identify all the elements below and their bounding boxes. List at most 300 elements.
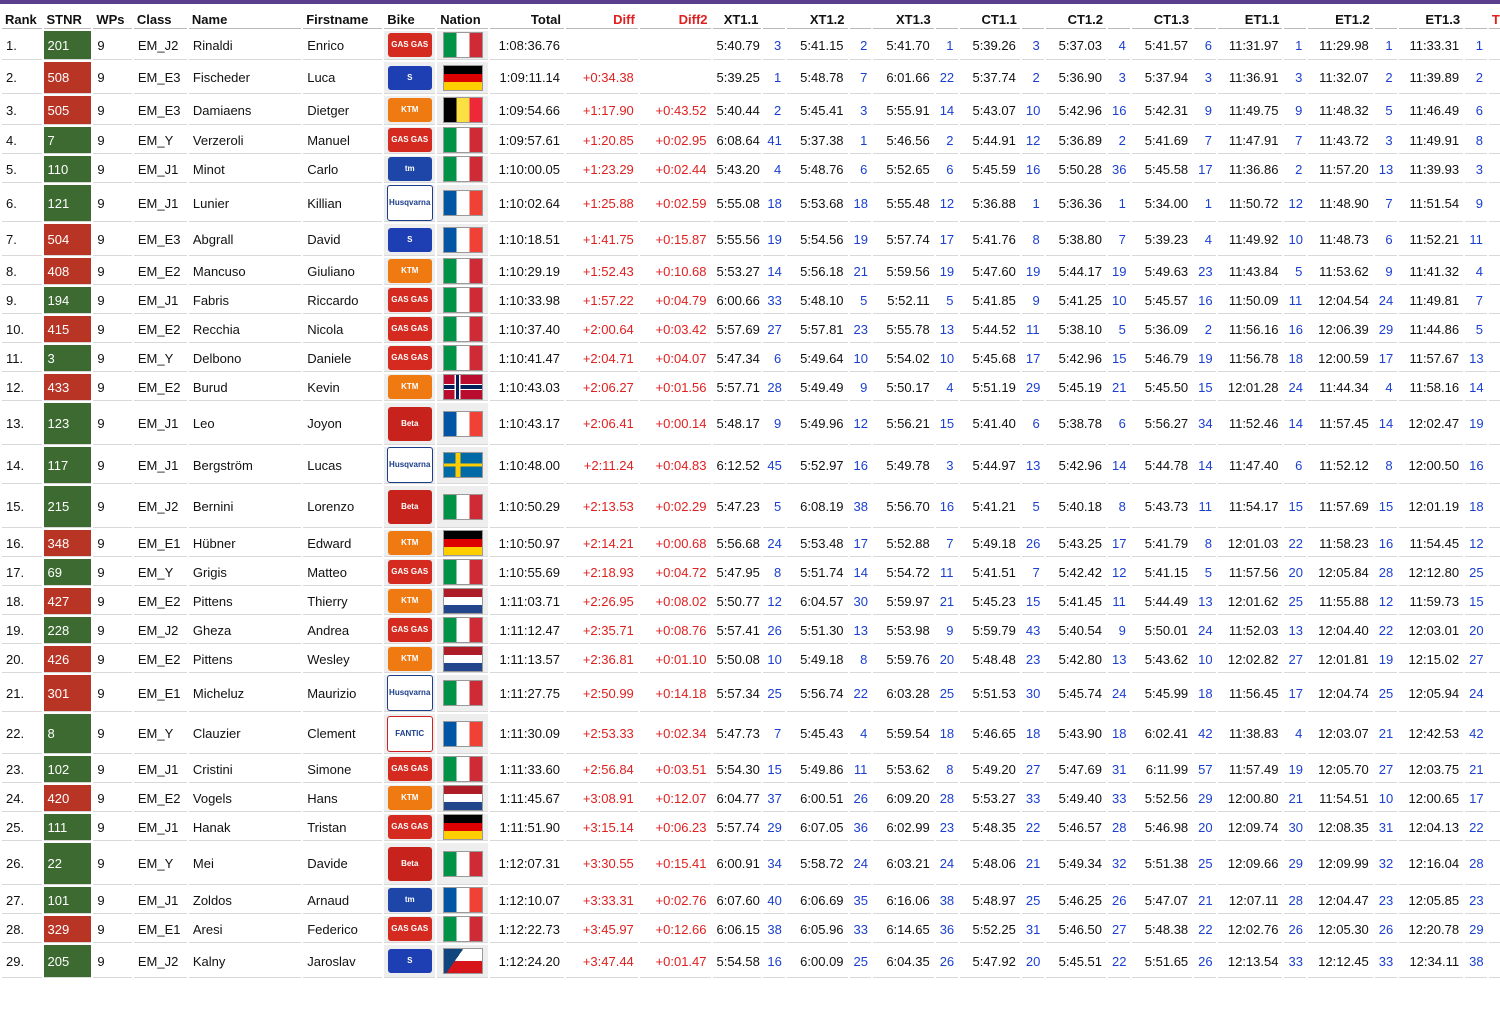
name-cell[interactable]: Bergström [189,447,301,484]
column-header-pos-22[interactable] [1194,10,1216,29]
start-number-cell[interactable]: 504 [44,224,92,256]
diff-cell: +2:56.84 [566,756,638,783]
column-header-xt1-1[interactable]: XT1.1 [713,10,762,29]
stage-time-cell: 6:05.96 [787,916,847,943]
stage-position-cell: 10 [850,345,872,372]
column-header-et1-2[interactable]: ET1.2 [1308,10,1372,29]
wps-cell: 9 [93,31,131,60]
class-cell: EM_J1 [134,756,187,783]
rank-cell: 13. [2,403,42,445]
start-number-cell[interactable]: 427 [44,588,92,615]
name-cell[interactable]: Verzeroli [189,127,301,154]
stage-position-cell: 1 [1108,185,1130,222]
stage-position-cell: 18 [1108,714,1130,754]
trailing-cell [1489,96,1500,125]
stage-position-cell: 23 [936,814,958,841]
column-header-name[interactable]: Name [189,10,301,29]
nation-cell [437,559,488,586]
netherlands-flag-icon [443,588,483,614]
start-number-cell[interactable]: 215 [44,486,92,528]
column-header-diff2[interactable]: Diff2 [640,10,711,29]
firstname-cell: Simone [303,756,382,783]
stage-time-cell: 5:41.40 [960,403,1020,445]
stage-time-cell: 6:02.41 [1132,714,1192,754]
stage-position-cell: 16 [1465,447,1487,484]
stage-time-cell: 5:47.73 [713,714,762,754]
column-header-rank[interactable]: Rank [2,10,42,29]
stage-position-cell: 29 [1465,916,1487,943]
name-cell[interactable]: Minot [189,156,301,183]
nation-cell [437,916,488,943]
start-number-cell[interactable]: 201 [44,31,92,60]
column-header-pos-14[interactable] [850,10,872,29]
name-cell[interactable]: Pittens [189,646,301,673]
table-row[interactable] [2,127,1500,154]
stage-position-cell: 21 [1284,785,1306,812]
column-header-ct1-1[interactable]: CT1.1 [960,10,1020,29]
stage-time-cell: 5:53.98 [873,617,933,644]
stage-time-cell: 11:54.17 [1218,486,1282,528]
beta-logo-icon: Beta [388,407,432,441]
wps-cell: 9 [93,403,131,445]
bike-cell [384,316,435,343]
column-header-pos-28[interactable] [1465,10,1487,29]
trailing-cell [1489,374,1500,401]
italy-flag-icon [443,32,483,58]
stage-time-cell: 5:51.53 [960,675,1020,712]
stage-position-cell: 30 [850,588,872,615]
netherlands-flag-icon [443,785,483,811]
table-row[interactable] [2,156,1500,183]
start-number-cell[interactable]: 433 [44,374,92,401]
table-row[interactable] [2,916,1500,943]
column-header-firstname[interactable]: Firstname [303,10,382,29]
name-cell[interactable]: Vogels [189,785,301,812]
wps-cell: 9 [93,374,131,401]
class-cell: EM_E1 [134,530,187,557]
name-cell[interactable]: Delbono [189,345,301,372]
stage-position-cell: 22 [850,675,872,712]
stage-position-cell: 18 [1465,486,1487,528]
stage-time-cell: 5:41.25 [1046,287,1106,314]
stage-time-cell: 5:54.02 [873,345,933,372]
start-number-cell[interactable]: 102 [44,756,92,783]
name-cell[interactable]: Pittens [189,588,301,615]
nation-cell [437,887,488,914]
start-number-cell[interactable]: 7 [44,127,92,154]
name-cell[interactable]: Burud [189,374,301,401]
stage-time-cell: 12:07.11 [1218,887,1282,914]
bike-cell [384,945,435,978]
stage-position-cell: 28 [1465,843,1487,885]
italy-flag-icon [443,258,483,284]
name-cell[interactable]: Fabris [189,287,301,314]
column-header-pos-26[interactable] [1375,10,1397,29]
diff2-cell: +0:15.87 [640,224,711,256]
column-header-et1-3[interactable]: ET1.3 [1399,10,1463,29]
stage-position-cell: 12 [1284,185,1306,222]
stage-position-cell: 14 [1465,374,1487,401]
sweden-flag-icon [443,452,483,478]
name-cell[interactable]: Rinaldi [189,31,301,60]
name-cell[interactable]: Abgrall [189,224,301,256]
table-row[interactable] [2,486,1500,528]
column-header-bike[interactable]: Bike [384,10,435,29]
stage-position-cell: 12 [763,588,785,615]
stage-time-cell: 6:03.28 [873,675,933,712]
stage-time-cell: 5:48.38 [1132,916,1192,943]
diff2-cell: +0:01.10 [640,646,711,673]
start-number-cell[interactable]: 121 [44,185,92,222]
table-row[interactable] [2,403,1500,445]
stage-time-cell: 11:51.54 [1399,185,1463,222]
class-cell: EM_E1 [134,916,187,943]
husqvarna-logo-icon: Husqvarna [387,447,433,483]
table-row[interactable] [2,714,1500,754]
netherlands-flag-icon [443,646,483,672]
column-header-xt1-2[interactable]: XT1.2 [787,10,847,29]
stage-position-cell: 26 [1194,945,1216,978]
wps-cell: 9 [93,756,131,783]
name-cell[interactable]: Grigis [189,559,301,586]
stage-position-cell: 15 [936,403,958,445]
table-row[interactable] [2,646,1500,673]
stage-position-cell: 26 [1375,916,1397,943]
table-row[interactable] [2,62,1500,94]
table-row[interactable] [2,814,1500,841]
name-cell[interactable]: Kalny [189,945,301,978]
stage-position-cell: 2 [763,96,785,125]
stage-position-cell: 33 [763,287,785,314]
rank-cell: 11. [2,345,42,372]
table-row[interactable] [2,617,1500,644]
bike-cell [384,258,435,285]
column-header-stnr[interactable]: STNR [44,10,92,29]
column-header-pos-20[interactable] [1108,10,1130,29]
start-number-cell[interactable]: 228 [44,617,92,644]
stage-position-cell: 12 [1022,127,1044,154]
start-number-cell[interactable]: 415 [44,316,92,343]
stage-time-cell: 11:58.16 [1399,374,1463,401]
stage-time-cell: 5:55.56 [713,224,762,256]
stage-time-cell: 5:46.79 [1132,345,1192,372]
table-row[interactable] [2,224,1500,256]
stage-position-cell: 26 [763,617,785,644]
stage-time-cell: 5:47.34 [713,345,762,372]
stage-position-cell: 25 [1284,588,1306,615]
stage-time-cell: 6:16.06 [873,887,933,914]
column-header-xt1-3[interactable]: XT1.3 [873,10,933,29]
start-number-cell[interactable]: 194 [44,287,92,314]
start-number-cell[interactable]: 101 [44,887,92,914]
firstname-cell: Killian [303,185,382,222]
stage-time-cell: 11:59.73 [1399,588,1463,615]
column-header-total[interactable]: Total [490,10,564,29]
class-cell: EM_J1 [134,156,187,183]
stage-position-cell: 25 [1465,559,1487,586]
table-row[interactable] [2,675,1500,712]
germany-flag-icon [443,530,483,556]
stage-time-cell: 6:06.15 [713,916,762,943]
stage-time-cell: 5:57.81 [787,316,847,343]
rank-cell: 8. [2,258,42,285]
table-row[interactable] [2,843,1500,885]
stage-time-cell: 5:53.27 [960,785,1020,812]
stage-position-cell: 3 [763,31,785,60]
stage-position-cell: 22 [1108,945,1130,978]
name-cell[interactable]: Hanak [189,814,301,841]
table-row[interactable] [2,447,1500,484]
name-cell[interactable]: Lunier [189,185,301,222]
start-number-cell[interactable]: 205 [44,945,92,978]
total-time-cell: 1:11:51.90 [490,814,564,841]
gasgas-logo-icon: GAS GAS [388,33,432,57]
table-row[interactable] [2,374,1500,401]
italy-flag-icon [443,559,483,585]
column-header-ct1-2[interactable]: CT1.2 [1046,10,1106,29]
diff-cell: +2:11.24 [566,447,638,484]
firstname-cell: Enrico [303,31,382,60]
name-cell[interactable]: Leo [189,403,301,445]
start-number-cell[interactable]: 348 [44,530,92,557]
stage-position-cell: 4 [1465,258,1487,285]
wps-cell: 9 [93,714,131,754]
stage-time-cell: 5:53.27 [713,258,762,285]
stage-time-cell: 6:08.19 [787,486,847,528]
start-number-cell[interactable]: 420 [44,785,92,812]
nation-cell [437,224,488,256]
diff2-cell: +0:04.79 [640,287,711,314]
ktm-logo-icon: KTM [388,98,432,122]
name-cell[interactable]: Recchia [189,316,301,343]
wps-cell: 9 [93,646,131,673]
column-header-pos-24[interactable] [1284,10,1306,29]
table-row[interactable] [2,945,1500,978]
stage-time-cell: 11:56.16 [1218,316,1282,343]
stage-position-cell: 4 [763,156,785,183]
name-cell[interactable]: Fischeder [189,62,301,94]
stage-position-cell: 14 [1194,447,1216,484]
ktm-logo-icon: KTM [388,589,432,613]
trailing-cell [1489,843,1500,885]
table-row[interactable] [2,185,1500,222]
stage-position-cell: 9 [936,617,958,644]
stage-time-cell: 11:32.07 [1308,62,1372,94]
stage-position-cell: 14 [850,559,872,586]
stage-position-cell: 23 [1465,887,1487,914]
stage-time-cell: 5:47.23 [713,486,762,528]
stage-position-cell: 22 [936,62,958,94]
nation-cell [437,486,488,528]
stage-time-cell: 5:53.62 [873,756,933,783]
start-number-cell[interactable]: 329 [44,916,92,943]
table-row[interactable] [2,756,1500,783]
table-row[interactable] [2,31,1500,60]
table-row[interactable] [2,345,1500,372]
stage-time-cell: 5:55.91 [873,96,933,125]
table-row[interactable] [2,258,1500,285]
stage-time-cell: 5:46.65 [960,714,1020,754]
tm-logo-icon: tm [388,157,432,181]
stage-position-cell: 2 [850,31,872,60]
column-header-nation[interactable]: Nation [437,10,488,29]
column-header-et1-1[interactable]: ET1.1 [1218,10,1282,29]
stage-position-cell: 5 [1375,96,1397,125]
stage-position-cell: 1 [1022,185,1044,222]
name-cell[interactable]: Damiaens [189,96,301,125]
name-cell[interactable]: Aresi [189,916,301,943]
stage-position-cell: 36 [936,916,958,943]
stage-position-cell: 10 [936,345,958,372]
column-header-t[interactable]: T [1489,10,1500,29]
diff-cell: +3:30.55 [566,843,638,885]
class-cell: EM_Y [134,843,187,885]
table-row[interactable] [2,559,1500,586]
name-cell[interactable]: Bernini [189,486,301,528]
stage-position-cell: 18 [1022,714,1044,754]
diff2-cell: +0:15.41 [640,843,711,885]
stage-time-cell: 12:09.74 [1218,814,1282,841]
start-number-cell[interactable]: 408 [44,258,92,285]
nation-cell [437,62,488,94]
stage-position-cell: 10 [1194,646,1216,673]
class-cell: EM_Y [134,127,187,154]
stage-time-cell: 5:44.52 [960,316,1020,343]
trailing-cell [1489,916,1500,943]
stage-position-cell: 11 [1022,316,1044,343]
stage-position-cell: 11 [1465,224,1487,256]
stage-time-cell: 5:37.38 [787,127,847,154]
table-row[interactable] [2,287,1500,314]
stage-time-cell: 5:47.69 [1046,756,1106,783]
stage-position-cell: 9 [1375,258,1397,285]
column-header-pos-18[interactable] [1022,10,1044,29]
table-row[interactable] [2,96,1500,125]
wps-cell: 9 [93,96,131,125]
stage-position-cell: 8 [1375,447,1397,484]
trailing-cell [1489,646,1500,673]
stage-time-cell: 5:43.62 [1132,646,1192,673]
start-number-cell[interactable]: 123 [44,403,92,445]
trailing-cell [1489,31,1500,60]
stage-position-cell: 17 [850,530,872,557]
start-number-cell[interactable]: 22 [44,843,92,885]
start-number-cell[interactable]: 301 [44,675,92,712]
stage-position-cell: 13 [1375,156,1397,183]
stage-position-cell: 24 [1375,287,1397,314]
stage-time-cell: 12:03.01 [1399,617,1463,644]
start-number-cell[interactable]: 110 [44,156,92,183]
name-cell[interactable]: Zoldos [189,887,301,914]
stage-position-cell: 21 [936,588,958,615]
table-row[interactable] [2,785,1500,812]
rank-cell: 1. [2,31,42,60]
nation-cell [437,714,488,754]
stage-time-cell: 5:51.30 [787,617,847,644]
column-header-pos-16[interactable] [936,10,958,29]
bike-cell [384,588,435,615]
rank-cell: 7. [2,224,42,256]
stage-position-cell: 25 [1375,675,1397,712]
stage-position-cell: 4 [1284,714,1306,754]
table-row[interactable] [2,530,1500,557]
column-header-pos-12[interactable] [763,10,785,29]
stage-time-cell: 5:41.76 [960,224,1020,256]
start-number-cell[interactable]: 508 [44,62,92,94]
stage-time-cell: 5:50.08 [713,646,762,673]
diff2-cell: +0:06.23 [640,814,711,841]
trailing-cell [1489,403,1500,445]
diff2-cell: +0:43.52 [640,96,711,125]
italy-flag-icon [443,680,483,706]
stage-position-cell: 15 [1108,345,1130,372]
start-number-cell[interactable]: 505 [44,96,92,125]
column-header-wps[interactable]: WPs [93,10,131,29]
firstname-cell: Edward [303,530,382,557]
stage-time-cell: 11:52.12 [1308,447,1372,484]
stage-time-cell: 5:40.44 [713,96,762,125]
stage-time-cell: 5:42.80 [1046,646,1106,673]
firstname-cell: David [303,224,382,256]
column-header-class[interactable]: Class [134,10,187,29]
table-row[interactable] [2,316,1500,343]
start-number-cell[interactable]: 117 [44,447,92,484]
stage-time-cell: 12:00.65 [1399,785,1463,812]
wps-cell: 9 [93,287,131,314]
name-cell[interactable]: Clauzier [189,714,301,754]
name-cell[interactable]: Mancuso [189,258,301,285]
table-row[interactable] [2,887,1500,914]
name-cell[interactable]: Micheluz [189,675,301,712]
stage-position-cell: 8 [1108,486,1130,528]
start-number-cell[interactable]: 3 [44,345,92,372]
total-time-cell: 1:10:18.51 [490,224,564,256]
name-cell[interactable]: Mei [189,843,301,885]
stage-position-cell: 21 [1022,843,1044,885]
table-row[interactable] [2,588,1500,615]
gasgas-logo-icon: GAS GAS [388,757,432,781]
stage-position-cell: 1 [1194,185,1216,222]
stage-time-cell: 5:39.25 [713,62,762,94]
stage-time-cell: 5:44.49 [1132,588,1192,615]
total-time-cell: 1:10:43.17 [490,403,564,445]
start-number-cell[interactable]: 111 [44,814,92,841]
stage-position-cell: 21 [850,258,872,285]
stage-time-cell: 11:48.90 [1308,185,1372,222]
stage-position-cell: 3 [1465,156,1487,183]
name-cell[interactable]: Cristini [189,756,301,783]
stage-time-cell: 5:46.98 [1132,814,1192,841]
column-header-ct1-3[interactable]: CT1.3 [1132,10,1192,29]
stage-position-cell: 25 [1022,887,1044,914]
name-cell[interactable]: Gheza [189,617,301,644]
stage-position-cell: 24 [1284,374,1306,401]
start-number-cell[interactable]: 426 [44,646,92,673]
name-cell[interactable]: Hübner [189,530,301,557]
start-number-cell[interactable]: 69 [44,559,92,586]
stage-time-cell: 5:51.38 [1132,843,1192,885]
bike-cell [384,224,435,256]
rank-cell: 27. [2,887,42,914]
start-number-cell[interactable]: 8 [44,714,92,754]
column-header-diff[interactable]: Diff [566,10,638,29]
stage-position-cell: 18 [763,185,785,222]
stage-time-cell: 12:09.99 [1308,843,1372,885]
stage-time-cell: 11:47.40 [1218,447,1282,484]
results-table-container [0,8,1500,980]
stage-time-cell: 12:05.70 [1308,756,1372,783]
total-time-cell: 1:10:55.69 [490,559,564,586]
